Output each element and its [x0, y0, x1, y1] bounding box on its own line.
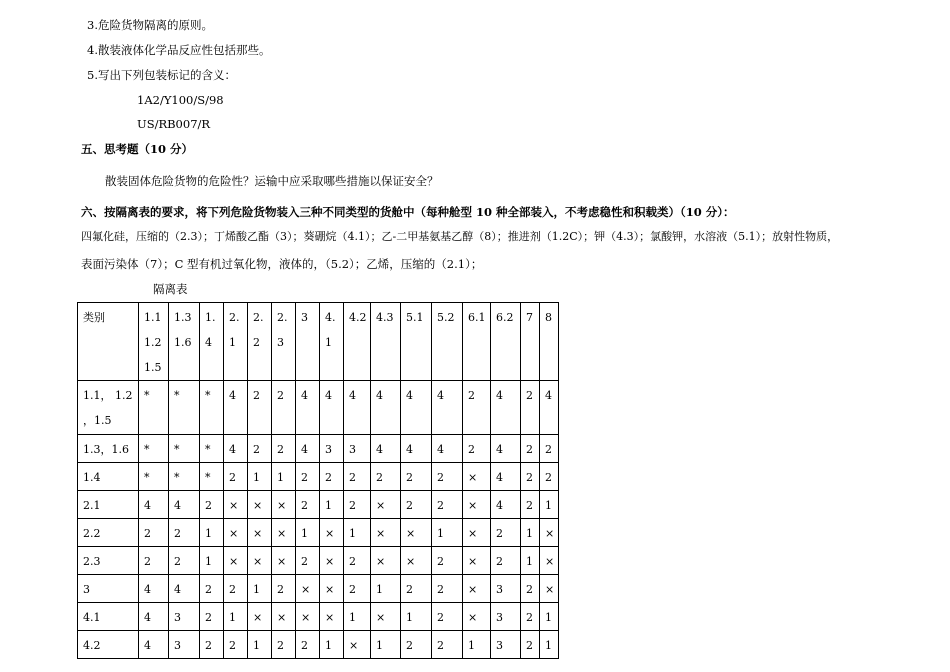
- table-cell: 4: [432, 381, 463, 435]
- table-cell: 2: [248, 435, 272, 463]
- table-cell: ×: [463, 463, 491, 491]
- table-row-label: 3: [78, 575, 139, 603]
- table-header-cell: 4. 1: [320, 303, 344, 381]
- table-cell: 4: [224, 435, 248, 463]
- table-cell: 3: [491, 603, 521, 631]
- table-cell: 2: [432, 463, 463, 491]
- table-cell: 4: [540, 381, 559, 435]
- table-cell: 2: [432, 631, 463, 659]
- table-cell: ×: [224, 491, 248, 519]
- table-cell: 2: [432, 491, 463, 519]
- table-cell: 4: [401, 435, 432, 463]
- table-cell: 2: [344, 547, 371, 575]
- table-cell: ×: [371, 519, 401, 547]
- table-cell: 1: [320, 491, 344, 519]
- table-cell: 2: [272, 631, 296, 659]
- table-header-cell: 6.2: [491, 303, 521, 381]
- table-cell: 3: [320, 435, 344, 463]
- section-5-question: 散装固体危险货物的危险性？运输中应采取哪些措施以保证安全？: [105, 174, 439, 188]
- table-header-cell: 1.3 1.6: [169, 303, 200, 381]
- table-header-cell: 4.2: [344, 303, 371, 381]
- table-cell: 4: [320, 381, 344, 435]
- table-cell: ×: [296, 575, 320, 603]
- table-row-label: 1.1， 1.2 ，1.5: [78, 381, 139, 435]
- table-cell: 1: [371, 575, 401, 603]
- table-row: [78, 603, 559, 631]
- table-cell: 2: [224, 463, 248, 491]
- table-header-cell: 3: [296, 303, 320, 381]
- table-cell: 2: [401, 631, 432, 659]
- table-cell: 1: [432, 519, 463, 547]
- table-cell: 2: [521, 435, 540, 463]
- table-cell: 3: [491, 631, 521, 659]
- table-cell: ×: [371, 603, 401, 631]
- table-cell: 4: [139, 603, 169, 631]
- table-cell: ×: [401, 519, 432, 547]
- table-cell: 4: [224, 381, 248, 435]
- table-row-label: 4.1: [78, 603, 139, 631]
- table-row-label: 2.2: [78, 519, 139, 547]
- table-cell: 4: [491, 381, 521, 435]
- table-cell: 1: [224, 603, 248, 631]
- table-cell: 2: [272, 575, 296, 603]
- table-cell: 2: [401, 491, 432, 519]
- question-5: 5.写出下列包装标记的含义：: [87, 68, 236, 82]
- table-cell: ×: [320, 547, 344, 575]
- table-cell: *: [139, 381, 169, 435]
- table-cell: 2: [139, 519, 169, 547]
- table-cell: 2: [344, 491, 371, 519]
- table-row: [78, 575, 559, 603]
- table-header-cell: 1. 4: [200, 303, 224, 381]
- table-cell: ×: [248, 603, 272, 631]
- table-header-cell: 2. 2: [248, 303, 272, 381]
- question-4: 4.散装液体化学品反应性包括那些。: [87, 43, 271, 57]
- table-cell: 2: [224, 575, 248, 603]
- table-cell: 4: [139, 575, 169, 603]
- table-row: [78, 463, 559, 491]
- table-cell: 2: [491, 547, 521, 575]
- table-cell: 2: [521, 575, 540, 603]
- table-cell: *: [139, 435, 169, 463]
- table-cell: 2: [540, 435, 559, 463]
- table-cell: 4: [491, 435, 521, 463]
- table-cell: ×: [224, 547, 248, 575]
- table-cell: 1: [521, 519, 540, 547]
- package-mark-2: US/RB007/R: [137, 117, 211, 131]
- table-cell: ×: [401, 547, 432, 575]
- table-cell: 2: [344, 575, 371, 603]
- table-cell: 2: [344, 463, 371, 491]
- table-row: [78, 491, 559, 519]
- table-header-cell: 7: [521, 303, 540, 381]
- table-cell: ×: [371, 547, 401, 575]
- table-cell: 2: [401, 463, 432, 491]
- table-cell: ×: [272, 519, 296, 547]
- table-cell: 1: [521, 547, 540, 575]
- table-header-cell: 5.1: [401, 303, 432, 381]
- table-cell: 2: [200, 603, 224, 631]
- table-cell: 1: [371, 631, 401, 659]
- table-row-label: 2.3: [78, 547, 139, 575]
- table-cell: *: [200, 381, 224, 435]
- table-cell: ×: [272, 491, 296, 519]
- table-cell: 2: [491, 519, 521, 547]
- table-cell: ×: [248, 491, 272, 519]
- table-cell: 2: [521, 603, 540, 631]
- table-cell: 1: [248, 463, 272, 491]
- table-cell: *: [169, 435, 200, 463]
- table-cell: 1: [540, 603, 559, 631]
- table-cell: ×: [540, 519, 559, 547]
- goods-list-line-1: 四氟化硅，压缩的（2.3）；丁烯酸乙酯（3）；葵硼烷（4.1）；乙-二甲基氨基乙醇（8）；推进剂（1.2C）；钾（4.3）；氯酸钾，水溶液（5.1）；放射性物质，: [81, 230, 839, 243]
- table-cell: 1: [463, 631, 491, 659]
- table-cell: 4: [344, 381, 371, 435]
- table-cell: 4: [139, 631, 169, 659]
- table-cell: 2: [248, 381, 272, 435]
- table-header-cell: 1.1 1.2 1.5: [139, 303, 169, 381]
- table-cell: 2: [432, 603, 463, 631]
- table-cell: *: [139, 463, 169, 491]
- table-cell: 1: [272, 463, 296, 491]
- table-cell: 2: [169, 547, 200, 575]
- table-cell: 2: [200, 491, 224, 519]
- table-cell: 2: [521, 491, 540, 519]
- table-cell: 1: [248, 631, 272, 659]
- table-cell: 2: [463, 435, 491, 463]
- table-cell: ×: [248, 547, 272, 575]
- table-cell: *: [200, 463, 224, 491]
- table-cell: 2: [224, 631, 248, 659]
- table-cell: 1: [344, 519, 371, 547]
- table-cell: 2: [521, 631, 540, 659]
- table-cell: 4: [139, 491, 169, 519]
- table-cell: 2: [296, 631, 320, 659]
- table-cell: ×: [272, 547, 296, 575]
- table-cell: ×: [463, 491, 491, 519]
- table-cell: ×: [320, 575, 344, 603]
- table-row: [78, 435, 559, 463]
- table-cell: 1: [344, 603, 371, 631]
- table-cell: 2: [200, 575, 224, 603]
- table-cell: ×: [371, 491, 401, 519]
- table-cell: ×: [540, 575, 559, 603]
- table-cell: 4: [296, 381, 320, 435]
- table-cell: 3: [344, 435, 371, 463]
- table-header-cell: 6.1: [463, 303, 491, 381]
- table-cell: 4: [169, 575, 200, 603]
- table-cell: 2: [296, 491, 320, 519]
- table-cell: 4: [401, 381, 432, 435]
- table-cell: 4: [491, 491, 521, 519]
- table-row: [78, 381, 559, 435]
- table-cell: 4: [371, 435, 401, 463]
- table-cell: ×: [296, 603, 320, 631]
- table-cell: ×: [224, 519, 248, 547]
- table-header-cell: 8: [540, 303, 559, 381]
- table-cell: 2: [169, 519, 200, 547]
- table-cell: 1: [540, 491, 559, 519]
- table-cell: *: [200, 435, 224, 463]
- table-header-cell: 2. 1: [224, 303, 248, 381]
- table-cell: 4: [371, 381, 401, 435]
- table-cell: ×: [463, 519, 491, 547]
- table-row-label: 1.3，1.6: [78, 435, 139, 463]
- table-cell: 4: [169, 491, 200, 519]
- table-cell: 1: [200, 519, 224, 547]
- table-cell: 2: [320, 463, 344, 491]
- table-cell: 2: [296, 547, 320, 575]
- question-3: 3.危险货物隔离的原则。: [87, 18, 213, 32]
- table-cell: ×: [463, 603, 491, 631]
- table-cell: 4: [296, 435, 320, 463]
- table-cell: 1: [200, 547, 224, 575]
- table-cell: 2: [401, 575, 432, 603]
- table-cell: 3: [491, 575, 521, 603]
- table-row: [78, 547, 559, 575]
- table-cell: ×: [320, 603, 344, 631]
- table-header-cell: 2. 3: [272, 303, 296, 381]
- table-cell: 2: [296, 463, 320, 491]
- table-cell: 2: [463, 381, 491, 435]
- table-cell: 2: [272, 381, 296, 435]
- table-cell: ×: [320, 519, 344, 547]
- table-row-label: 4.2: [78, 631, 139, 659]
- table-header-cell: 类别: [78, 303, 139, 381]
- table-cell: 3: [169, 631, 200, 659]
- table-cell: 1: [540, 631, 559, 659]
- table-row-label: 2.1: [78, 491, 139, 519]
- table-row: [78, 631, 559, 659]
- table-cell: 1: [248, 575, 272, 603]
- table-cell: 2: [371, 463, 401, 491]
- table-cell: 2: [521, 463, 540, 491]
- table-header-cell: 4.3: [371, 303, 401, 381]
- section-6-title: 六、按隔离表的要求，将下列危险货物装入三种不同类型的货舱中（每种舱型 10 种全部装入，不考虑稳性和积载类）（10 分）：: [81, 205, 735, 219]
- table-cell: ×: [463, 575, 491, 603]
- table-cell: ×: [272, 603, 296, 631]
- table-cell: 2: [139, 547, 169, 575]
- table-row: [78, 519, 559, 547]
- package-mark-1: 1A2/Y100/S/98: [137, 93, 224, 107]
- table-cell: 1: [296, 519, 320, 547]
- table-header-cell: 5.2: [432, 303, 463, 381]
- table-cell: 2: [200, 631, 224, 659]
- section-5-title: 五、思考题（10 分）: [81, 142, 194, 156]
- table-cell: *: [169, 463, 200, 491]
- segregation-table: [77, 302, 559, 659]
- table-cell: 2: [521, 381, 540, 435]
- table-cell: ×: [540, 547, 559, 575]
- table-row-label: 1.4: [78, 463, 139, 491]
- table-cell: 4: [432, 435, 463, 463]
- table-cell: 2: [432, 547, 463, 575]
- table-cell: ×: [248, 519, 272, 547]
- table-caption: 隔离表: [153, 282, 188, 296]
- table-cell: 1: [401, 603, 432, 631]
- table-cell: 2: [540, 463, 559, 491]
- table-cell: 2: [272, 435, 296, 463]
- table-cell: 1: [320, 631, 344, 659]
- table-header-row: [78, 303, 559, 381]
- table-cell: 2: [432, 575, 463, 603]
- table-cell: 4: [491, 463, 521, 491]
- table-cell: *: [169, 381, 200, 435]
- goods-list-line-2: 表面污染体（7）；C 型有机过氧化物，液体的，（5.2）；乙烯，压缩的（2.1）；: [81, 257, 483, 271]
- table-cell: ×: [463, 547, 491, 575]
- table-cell: ×: [344, 631, 371, 659]
- table-cell: 3: [169, 603, 200, 631]
